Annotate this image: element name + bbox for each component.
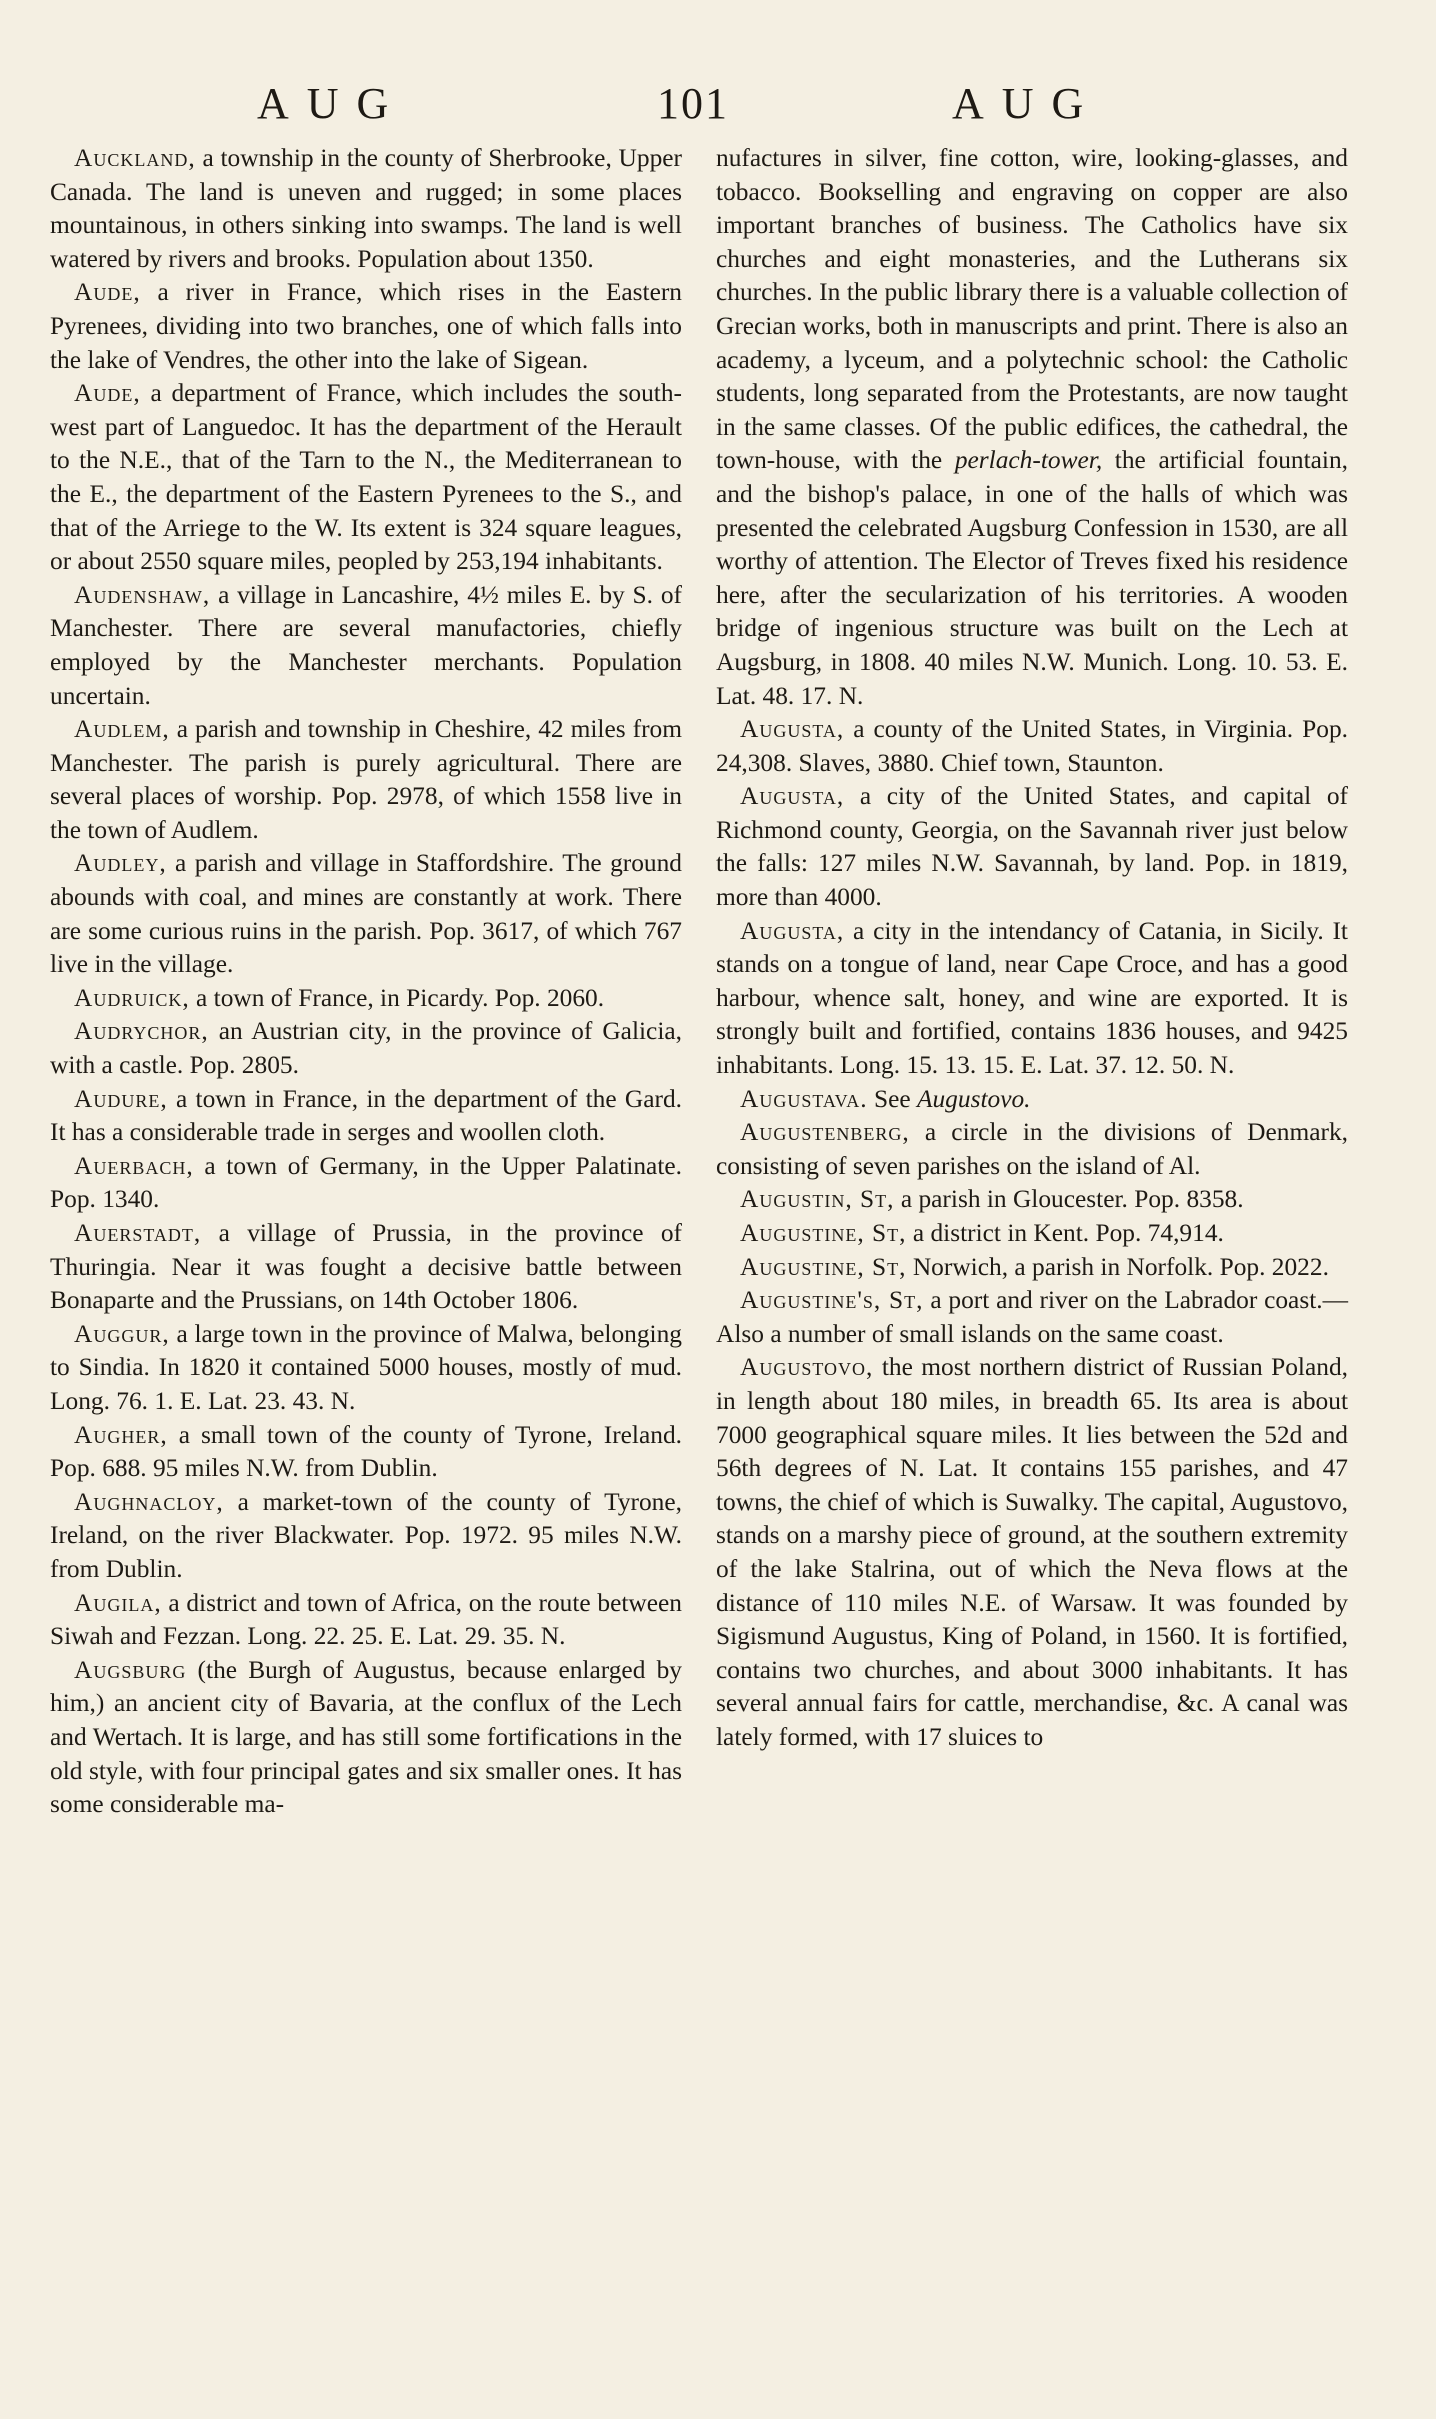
entry-text: a parish and township in Cheshire, 42 miles from Manchester. The parish is purely agricultural. There are several places of worship. Pop. 2978, of which 1558 live in the town of Audlem. [50,715,682,844]
entry-text: the most northern district of Russian Poland, in length about 180 miles, in breadth 65. Its area is about 7000 geographical square miles. It lies between the 52d and 56th degrees of N. Lat. It contains 155 parishes, and 47 towns, the chief of which is Suwalky. The capital, Augustovo, stands on a marshy piece of ground, at the southern extremity of the lake Stalrina, out of which the Neva flows at the distance of 110 miles N.E. of Warsaw. It was founded by Sigismund Augustus, King of Poland, in 1560. It is fortified, contains two churches, and about 3000 inhabitants. It has several annual fairs for cattle, merchandise, &c. A canal was lately formed, with 17 sluices to [716,1353,1348,1751]
entry-text: a large town in the province of Malwa, belonging to Sindia. In 1820 it contained 5000 houses, mostly of mud. Long. 76. 1. E. Lat. 23. 43. N. [50,1319,682,1415]
headword: Augustine's, St, [740,1286,924,1315]
left-column [50,142,682,1822]
headword: Augustine, St, [740,1219,907,1247]
entry-augustines-st [716,1284,1348,1351]
entry-text: Norwich, a parish in Norfolk. Pop. 2022. [906,1252,1329,1281]
headword: Augustava. [740,1084,868,1113]
entry-augustine-st-kent [716,1217,1348,1251]
headword: Augila, [74,1588,162,1617]
entry-text: a river in France, which rises in the Eastern Pyrenees, dividing into two branches, one of which falls into the lake of Vendres, the other into the lake of Sigean. [50,278,682,374]
entry-augustava [716,1083,1348,1117]
cross-reference-link[interactable]: Augustovo. [916,1084,1031,1113]
entry-audlem [50,713,682,847]
entry-auerstadt [50,1217,682,1318]
entry-audruick [50,982,682,1016]
entry-text: See [867,1084,917,1113]
entry-text: a small town of the county of Tyrone, Ireland. Pop. 688. 95 miles N.W. from Dublin. [50,1420,682,1483]
entry-text: a town in France, in the department of the Gard. It has a considerable trade in serges and woollen cloth. [50,1084,682,1147]
headword: Augustenberg, [740,1118,910,1147]
entry-augher [50,1419,682,1486]
headword: Auerstadt, [74,1219,202,1247]
headword: Auggur, [74,1319,170,1348]
page-number: 101 [657,79,729,128]
italic-term: perlach-tower, [954,446,1103,475]
entry-text: a circle in the divisions of Denmark, consisting of seven parishes on the island of Al. [716,1118,1348,1180]
headword: Aughnacloy, [74,1487,224,1516]
entry-augusta-georgia [716,780,1348,914]
right-column [716,142,1348,1755]
headword: Augusta, [740,715,845,744]
headword: Aude, [74,379,141,408]
entry-audrychor [50,1015,682,1082]
running-head-left: AUG [257,79,407,128]
headword: Augher, [74,1420,168,1449]
entry-auckland [50,142,682,276]
entry-audley [50,847,682,981]
entry-augusta-county [716,713,1348,780]
entry-text: a town of Germany, in the Upper Palatinate. Pop. 1340. [50,1151,682,1214]
entry-aude-department [50,377,682,579]
entry-audure [50,1083,682,1150]
entry-text: a city of the United States, and capital of Richmond county, Georgia, on the Savannah river just below the falls: 127 miles N.W. Savannah, by land. Pop. in 1819, more than 4000. [716,782,1348,912]
entry-augusta-sicily [716,915,1348,1083]
entry-text: a township in the county of Sherbrooke, Upper Canada. The land is uneven and rugged; in some places mountainous, in others sinking into swamps. The land is well watered by rivers and brooks. Population about 1350. [50,144,682,273]
entry-text: nufactures in silver, fine cotton, wire, looking-glasses, and tobacco. Bookselling and engraving on copper are also important branches of business. The Catholics have six churches and eight monasteries, and the Lutherans six churches. In the public library there is a valuable collection of Grecian works, both in manuscripts and print. There is also an academy, a lyceum, and a polytechnic school: the Catholic students, long separated from the Protestants, are now taught in the same classes. Of the public edifices, the cathedral, the town-house, with the [716,144,1348,475]
entry-text: a department of France, which includes the south-west part of Languedoc. It has the department of the Herault to the N.E., that of the Tarn to the N., the Mediterranean to the E., the department of the Eastern Pyrenees to the S., and that of the Arriege to the W. Its extent is 324 square leagues, or about 2550 square miles, peopled by 253,194 inhabitants. [50,379,682,576]
headword: Auckland, [74,144,196,172]
headword: Audure, [74,1084,168,1113]
entry-aughnacloy [50,1486,682,1587]
headword: Augustine, St, [740,1252,907,1281]
entry-text: the artificial fountain, and the bishop's palace, in one of the halls of which was presented the celebrated Augsburg Confession in 1530, are all worthy of attention. The Elector of Treves fixed his residence here, after the secularization of his territories. A wooden bridge of ingenious structure was built on the Lech at Augsburg, in 1808. 40 miles N.W. Munich. Long. 10. 53. E. Lat. 48. 17. N. [716,446,1348,710]
headword: Augsburg [74,1655,187,1684]
entry-text: a district in Kent. Pop. 74,914. [906,1219,1224,1247]
entry-augustovo [716,1351,1348,1754]
entry-text: a county of the United States, in Virginia. Pop. 24,308. Slaves, 3880. Chief town, Staunton. [716,715,1348,777]
headword: Augusta, [740,782,845,811]
entry-augsburg-continued [716,142,1348,713]
entry-aude-river [50,276,682,377]
headword: Augustovo, [740,1353,874,1382]
entry-augsburg [50,1654,682,1822]
entry-text: a village in Lancashire, 4½ miles E. by S. of Manchester. There are several manufactories, chiefly employed by the Manchester merchants. Population uncertain. [50,580,682,710]
entry-augila [50,1587,682,1654]
headword: Audrychor, [74,1017,209,1046]
entry-text: a parish in Gloucester. Pop. 8358. [894,1185,1244,1214]
entry-text: a district and town of Africa, on the route between Siwah and Fezzan. Long. 22. 25. E. Lat. 29. 35. N. [50,1588,682,1651]
entry-audenshaw [50,579,682,713]
entry-text: an Austrian city, in the province of Galicia, with a castle. Pop. 2805. [50,1017,682,1080]
entry-text: a town of France, in Picardy. Pop. 2060. [189,983,605,1012]
entry-text: a village of Prussia, in the province of Thuringia. Near it was fought a decisive battle between Bonaparte and the Prussians, on 14th October 1806. [50,1219,682,1315]
entry-auggur [50,1318,682,1419]
headword: Auerbach, [74,1151,194,1180]
headword: Aude, [74,278,141,307]
headword: Audenshaw, [74,580,211,609]
entry-text: (the Burgh of Augustus, because enlarged by him,) an ancient city of Bavaria, at the conflux of the Lech and Wertach. It is large, and has still some fortifications in the old style, with four principal gates and six smaller ones. It has some considerable ma- [50,1655,682,1819]
headword: Audruick, [74,983,190,1012]
entry-augustenberg [716,1116,1348,1183]
entry-text: a market-town of the county of Tyrone, Ireland, on the river Blackwater. Pop. 1972. 95 miles N.W. from Dublin. [50,1487,682,1583]
headword: Audlem, [74,715,170,744]
entry-auerbach [50,1150,682,1217]
headword: Augustin, St, [740,1185,895,1214]
entry-text: a parish and village in Staffordshire. The ground abounds with coal, and mines are constantly at work. There are some curious ruins in the parish. Pop. 3617, of which 767 live in the village. [50,849,682,979]
entry-augustine-st-norwich [716,1251,1348,1285]
headword: Augusta, [740,916,845,945]
headword: Audley, [74,849,167,878]
running-head [52,78,1382,138]
entry-text: a port and river on the Labrador coast.—Also a number of small islands on the same coast. [716,1286,1349,1348]
entry-text: a city in the intendancy of Catania, in Sicily. It stands on a tongue of land, near Cape Croce, and has a good harbour, whence salt, honey, and wine are exported. It is strongly built and fortified, contains 1836 houses, and 9425 inhabitants. Long. 15. 13. 15. E. Lat. 37. 12. 50. N. [716,916,1348,1080]
running-head-right: AUG [952,79,1102,128]
entry-augustin-st [716,1183,1348,1217]
